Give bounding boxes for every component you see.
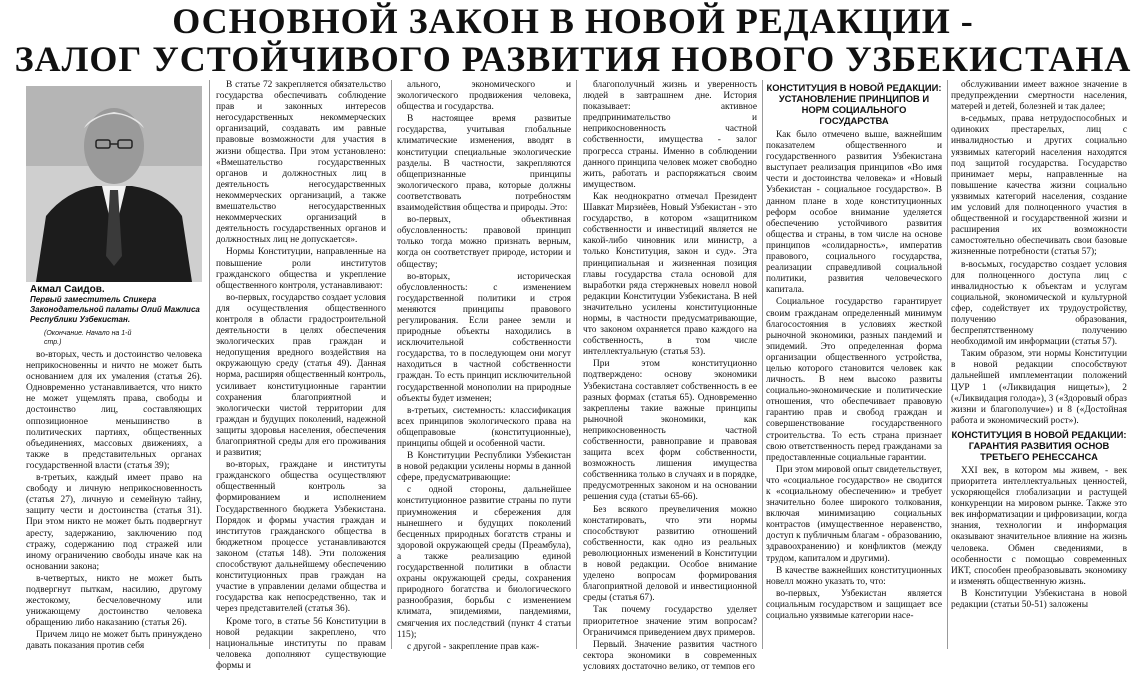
column-3 [397, 80, 571, 652]
column-divider [576, 80, 577, 649]
paragraph: При этом мировой опыт свидетельствует, что «социальное государство» не сводится к «социальному обеспечению» и требует значительно более широкого толкования, включая минимизацию социальных контрастов (имущественное неравенство, доступ к публичным благам - образованию, здравоохранению) и конфликтов (между трудом, капиталом и другими). [766, 464, 942, 564]
column-divider [209, 80, 210, 649]
author-name: Акмал Саидов. [30, 284, 105, 295]
paragraph: в-восьмых, государство создает условия для полноценного доступа лиц с инвалидностью к объектам и услугам социальной, экономической и культурной сфер, содействует их трудоустройству, получению образования, беспрепятственному получению необходимой им информации (статья 57). [951, 259, 1127, 348]
continuation-note: (Окончание. Начало на 1-й стр.) [44, 330, 132, 346]
column-5 [766, 80, 942, 649]
paragraph: В качестве важнейших конституционных новелл можно указать то, что: [766, 565, 942, 587]
paragraph: во-вторых, честь и достоинство человека неприкосновенны и ничто не может быть основанием для их умаления (статья 26). Одновременно устанавливается, что никто не может ущемлять права, свободы и достоинство лиц, составляющих оппозиционное меньшинство в политических партиях, общественных объединениях, массовых движениях, а также в представительных органах государственной власти (статья 39); [26, 350, 202, 471]
paragraph: в-третьих, каждый имеет право на свободу и личную неприкосновенность (статья 27), личную и семейную тайну, защиту чести и достоинства (статья 31). При этом никто не может быть подвергнут аресту, задержанию, заключению под стражу, содержанию под стражей или иному ограничению свободы иначе как на основании закона; [26, 473, 202, 572]
paragraph: Таким образом, эти нормы Конституции в новой редакции способствуют дальнейшей имплементации положений ЦУР 1 («Ликвидация нищеты»), 2 («Ликвидация голода»), 3 («Здоровый образ жизни и благополучие») и 8 («Достойная работа и экономический рост»). [951, 349, 1127, 426]
column-2 [216, 80, 386, 671]
paragraph: Кроме того, в статье 56 Конституции в новой редакции закреплено, что национальные институты по правам человека дополняют существующие формы и [216, 616, 386, 671]
paragraph: в-седьмых, права нетрудоспособных и одиноких престарелых, лиц с инвалидностью и других социально уязвимых категорий населения находятся под защитой государства. Государство принимает меры, направленные на повышение качества жизни социально уязвимых категорий населения, создание им условий для полноценного участия в общественной и государственной жизни и расширения их возможности самостоятельно обеспечивать свои базовые жизненные потребности (статья 57); [951, 114, 1127, 258]
author-position: Первый заместитель Спикера Законодательной палаты Олий Мажлиса Республики Узбекистан. [30, 295, 200, 324]
paragraph: Причем лицо не может быть принуждено давать показания против себя [26, 630, 202, 652]
paragraph: в-третьих, системность: классификация всех принципов экологического права на общеправовые (конституционные), принципы общей и особенной части. [397, 405, 571, 449]
paragraph: Без всякого преувеличения можно констатировать, что эти нормы способствуют развитию отношений собственности, как одно из реальных революционных изменений в Конституции в новой редакции. Особое внимание уделено вопросам формирования благоприятной деловой и инвестиционной среды (статья 67). [583, 504, 757, 604]
paragraph: Социальное государство гарантирует своим гражданам определенный минимум благосостояния в условиях жесткой рыночной экономики, разных пандемий и эпидемий. Это определенная форма организации общественного устройства, целью которого становится человек как личность. В нем высоко развиты социально-экономические и политические отношения, что обеспечивает правовую гарантию прав и свобод граждан и совершенствование государственного строительства. То есть страна признает свою ответственность перед гражданами за предоставленные социальные гарантии. [766, 297, 942, 463]
paragraph: При этом конституционно подтверждено: основу экономики Узбекистана составляет собственность в ее разных формах (статья 65). Одновременно закреплены такие важные принципы рыночной экономики, как неприкосновенность частной собственности, равноправие и правовая защита всех форм собственности, возможность лишения имущества собственника только в случаях и в порядке, предусмотренных законом и на основании решения суда (статьи 65-66). [583, 359, 757, 503]
paragraph: Так почему государство уделяет приоритетное значение этим вопросам? Ограничимся приведением двух примеров. [583, 605, 757, 638]
paragraph: В настоящее время развитые государства, учитывая глобальные климатические изменения, вводят в конституции специальные экологические разделы. В частности, закрепляются общепризнанные принципы экологического права, которые должны соответствовать потребностям взаимодействия общества и природы. Это: [397, 114, 571, 214]
paragraph: XXI век, в котором мы живем, - век приоритета интеллектуальных ценностей, ускоряющейся глобализации и растущей конкуренции на мировом рынке. Также это век информатизации и цифровизации, когда знания, технологии и информация оказывают значительное влияние на жизнь человека. Обмен сведениями, в особенности с помощью современных ИКТ, способен преобразовывать экономику и изменять общественную жизнь. [951, 465, 1127, 587]
paragraph: благополучный жизнь и уверенность людей в завтрашнем дне. История показывает: активное предпринимательство и неприкосновенность частной собственности, имущества - залог прогресса страны. Именно в соблюдении данного принципа человек может свободно жить, работать и распоряжаться своим имуществом. [583, 80, 757, 190]
section-heading: КОНСТИТУЦИЯ В НОВОЙ РЕДАКЦИИ: ГАРАНТИЯ РАЗВИТИЯ ОСНОВ ТРЕТЬЕГО РЕНЕССАНСА [951, 428, 1127, 462]
paragraph: во-первых, Узбекистан является социальным государством и защищает все социально уязвимые категории насе- [766, 588, 942, 622]
column-divider [762, 80, 763, 649]
headline-line-1: ОСНОВНОЙ ЗАКОН В НОВОЙ РЕДАКЦИИ - [172, 1, 974, 41]
column-divider [947, 80, 948, 649]
paragraph: во-первых, объективная обусловленность: правовой принцип только тогда можно признать верным, когда он соответствует природе, истории и обществу; [397, 215, 571, 270]
paragraph: во-вторых, граждане и институты гражданского общества осуществляют общественный контроль за формированием и исполнением Государственного бюджета Узбекистана. Порядок и формы участия граждан и институтов гражданского общества в бюджетном процессе устанавливаются законом (статья 148). Эти положения способствуют дальнейшему обеспечению конституционных прав граждан на участие в управлении делами общества и государства как непосредственно, так и через представителей (статья 36). [216, 460, 386, 615]
paragraph: Первый. Значение развития частного сектора экономики в современных условиях достаточно велико, от темпов его [583, 639, 757, 672]
headline-line-2: ЗАЛОГ УСТОЙЧИВОГО РАЗВИТИЯ НОВОГО УЗБЕКИСТАНА [14, 39, 1132, 79]
paragraph: Нормы Конституции, направленные на повышение роли институтов гражданского общества и укрепление общественного контроля, устанавливают: [216, 247, 386, 291]
paragraph: В статье 72 закрепляется обязательство государства обеспечивать соблюдение прав и законных интересов негосударственных некоммерческих организаций, создавать им равные правовые возможности для участия в жизни общества. При этом установлено: «Вмешательство государственных органов и должностных лиц в деятельность негосударственных некоммерческих организаций, а также вмешательство негосударственных некоммерческих организаций в деятельность государственных органов и должностных лиц не допускается». [216, 80, 386, 246]
column-divider [391, 80, 392, 649]
column-4 [583, 80, 757, 672]
author-photo [26, 86, 202, 282]
section-heading: КОНСТИТУЦИЯ В НОВОЙ РЕДАКЦИИ: УСТАНОВЛЕНИЕ ПРИНЦИПОВ И НОРМ СОЦИАЛЬНОГО ГОСУДАРСТВА [766, 82, 942, 126]
paragraph: с другой - закрепление прав каж- [407, 641, 540, 652]
paragraph: во-вторых, историческая обусловленность: с изменением государственной политики и строя меняются принципы правового регулирования. Если ранее земли и природные объекты находились в исключительной собственности государства, то в последующем они могут находиться в частной собственности граждан. То есть принцип исключительной государственной монополии на природные объекты будет изменен; [397, 271, 571, 404]
column-1 [26, 350, 202, 652]
column-6 [951, 80, 1127, 649]
headline [0, 2, 1146, 78]
photo-caption [30, 285, 205, 325]
paragraph: во-первых, государство создает условия для осуществления общественного контроля в области градостроительной деятельности в целях обеспечения экологических прав граждан и недопущения вредного воздействия на окружающую среду (статья 49). Данная норма, расширяя общественный контроль, усиливает конституционные гарантии сохранения благоприятной и экологически чистой территории для граждан и будущих поколений, надежной защиты здоровья населения, обеспечения благоприятной среды для его проживания и развития; [216, 292, 386, 459]
paragraph: Как было отмечено выше, важнейшим показателем общественного и государственного развития Узбекистана выступает реализация принципов «Во имя чести и достоинства человека» и «Новый Узбекистан - социальное государство». В данном плане в ходе конституционных реформ особое внимание уделяется обеспечению устойчивого развития общества и страны, в том числе на основе принципов «солидарность», императив правового, социального государства, реализации справедливой социальной политики, развития человеческого капитала. [766, 130, 942, 296]
paragraph: обслуживании имеет важное значение в предупреждении смертности населения, матерей и детей, болезней и так далее; [951, 80, 1127, 113]
paragraph: ального, экономического и экологического продвижения человека, общества и государства. [397, 80, 571, 113]
paragraph: с одной стороны, дальнейшее конституционное развитие страны по пути приумножения и сбережения для нынешнего и будущих поколений бесценных природных богатств страны и здоровой окружающей среды (Преамбула), а также реализацию единой государственной политики в области охраны окружающей среды, сохранения природного богатства и биологического разнообразия, борьбы с изменением климата, эпидемиями, пандемиями, смягчения их последствий (пункт 4 статьи 115); [397, 485, 571, 640]
paragraph: В Конституции Узбекистана в новой редакции (статьи 50-51) заложены [951, 588, 1127, 611]
paragraph: Как неоднократно отмечал Президент Шавкат Мирзиёев, Новый Узбекистан - это государство, в котором «защитником собственности и инвестиций является не какой-либо чиновник или министр, а только Конституция, закон и суд». Эта принципиальная и жизненная позиция главы государства стала основой для выработки ряда стержневых новелл новой редакции Конституции Узбекистана. В ней значительно усилены конституционные нормы, в частности предусматривающие, что законом охраняется право каждого на собственность, в том числе интеллектуальную (статья 53). [583, 191, 757, 358]
paragraph: в-четвертых, никто не может быть подвергнут пыткам, насилию, другому жестокому, бесчеловечному или унижающему достоинство человека обращению либо наказанию (статья 26). [26, 573, 202, 629]
portrait-image [26, 86, 202, 282]
paragraph: В Конституции Республики Узбекистан в новой редакции усилены нормы в данной сфере, предусматривающие: [397, 451, 571, 484]
